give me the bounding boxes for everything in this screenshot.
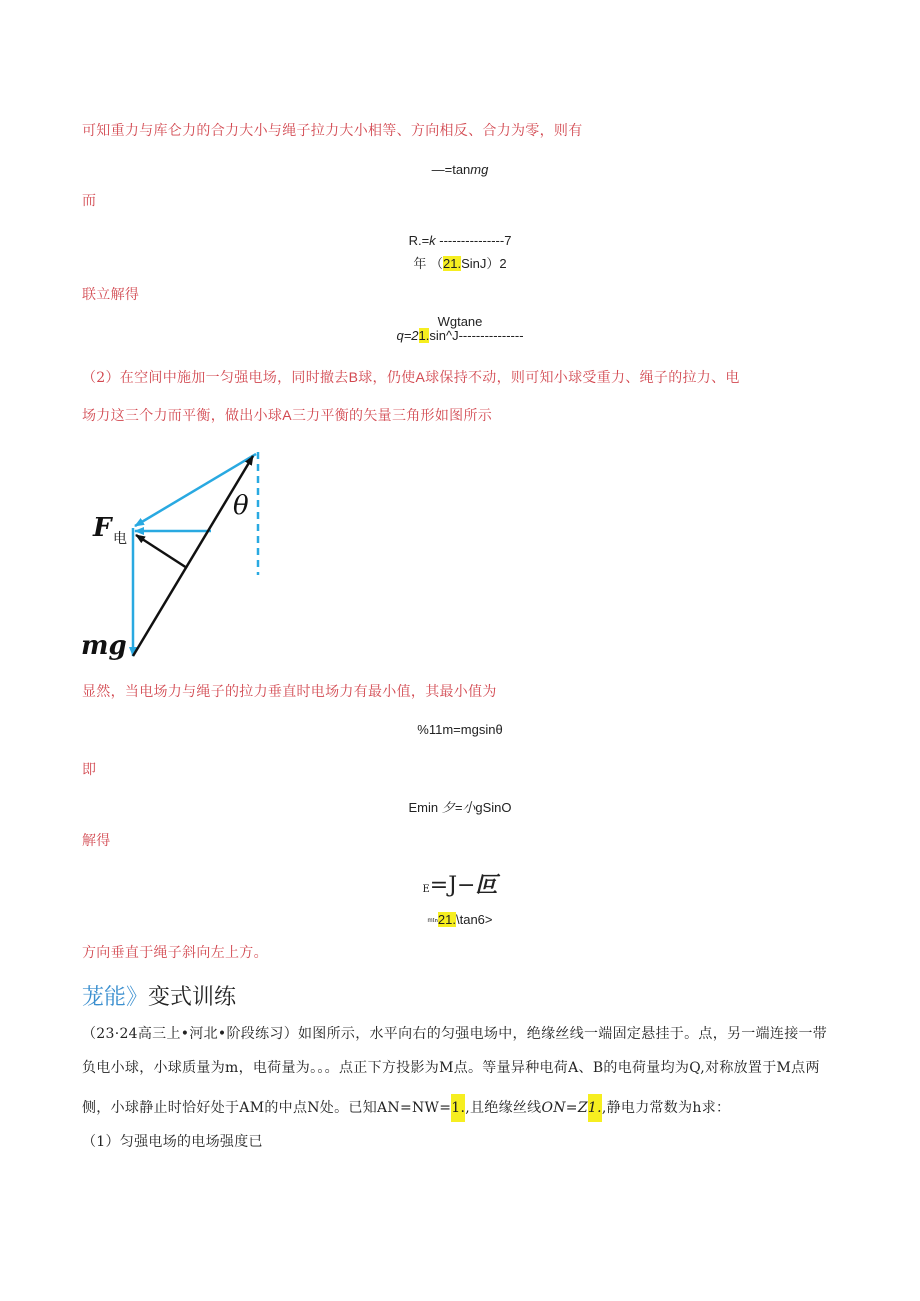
- problem-line-3: [82, 1094, 730, 1122]
- highlight-mark: 1.: [451, 1094, 465, 1122]
- part2-line-2-post: 三力平衡的矢量三角形如图所示: [291, 408, 493, 424]
- highlight-mark: 21.: [443, 256, 462, 271]
- highlight-mark: 1.: [588, 1094, 602, 1122]
- equation-coulomb-k: k: [429, 233, 436, 248]
- rope-tension-line: [133, 456, 253, 656]
- equation-e-post: \tan6>: [455, 912, 493, 927]
- label-theta: θ: [233, 491, 249, 521]
- equation-coulomb-pre: 年 （: [413, 256, 443, 271]
- min-electric-force-vector: [136, 535, 187, 568]
- equation-tan-main: —=tan: [431, 162, 471, 177]
- part2-line-1-mid: 球，仍使: [358, 370, 416, 386]
- equation-min-force: %11m=mgsinθ: [417, 722, 503, 737]
- label-mg: mg: [81, 631, 127, 661]
- problem-line-3-c: ON=Z: [541, 1100, 588, 1116]
- problem-line-4: （1）匀强电场的电场强度已: [82, 1134, 263, 1150]
- solution-direction: 方向垂直于绳子斜向左上方。: [82, 945, 268, 961]
- equation-e-bottom: [0, 912, 920, 927]
- equation-e-box: 叵: [475, 872, 498, 898]
- part2-line-1-a: A: [415, 369, 426, 385]
- section-heading: [82, 980, 236, 1011]
- equation-q-top: Wgtane: [437, 314, 483, 329]
- equation-coulomb-bottom: [0, 253, 920, 272]
- equation-emin-c: gSinO: [475, 800, 512, 815]
- problem-line-3-d: ,静电力常数为h求：: [601, 1100, 731, 1116]
- equation-emin-b: 夕=小: [441, 800, 476, 815]
- equation-e-symbol: E: [422, 884, 430, 895]
- equation-e-result: [0, 868, 920, 899]
- label-f: F: [93, 513, 112, 543]
- equation-coulomb-post: SinJ）2: [461, 256, 507, 271]
- word-ji: 即: [82, 762, 97, 778]
- part2-line-1-post: 球保持不动，则可知小球受重力、绳子的拉力、电: [425, 370, 740, 386]
- part2-line-2-pre: 场力这三个力而平衡，做出小球: [82, 408, 283, 424]
- equation-q-bottom: [0, 328, 920, 343]
- section-icon: 茏能》: [82, 985, 149, 1010]
- section-title: 变式训练: [148, 985, 237, 1010]
- highlight-mark: 1.: [418, 328, 430, 343]
- part2-line-2-a: A: [282, 407, 292, 423]
- word-er: 而: [82, 193, 97, 209]
- equation-e-small: ᵐᵗⁿ: [427, 916, 438, 926]
- equation-tan: [0, 162, 920, 177]
- equation-emin-a: Emin: [408, 800, 439, 815]
- problem-line-1: （23·24高三上•河北•阶段练习）如图所示，水平向右的匀强电场中，绝缘丝线一端固定悬挂于。点，另一端连接一带: [82, 1026, 828, 1042]
- equation-q-post: sin^J---------------: [429, 328, 524, 343]
- force-triangle-figure: [75, 440, 275, 670]
- equation-q-2: 2: [411, 328, 419, 343]
- part2-line-1: [82, 367, 740, 387]
- part2-line-2: [82, 405, 492, 425]
- equation-emin: [0, 797, 920, 816]
- problem-line-3-a: 侧，小球静止时恰好处于AM的中点N处。已知AN=NW=: [82, 1100, 452, 1116]
- equation-q-var: q=: [396, 328, 412, 343]
- problem-line-3-b: ,且绝缘丝线: [465, 1100, 542, 1116]
- equation-tan-mg: mg: [470, 162, 489, 177]
- highlight-mark: 21.: [437, 912, 456, 927]
- equation-coulomb-dashes: ---------------7: [435, 233, 512, 248]
- label-f-sub: 电: [113, 531, 127, 547]
- problem-line-2: 负电小球，小球质量为m，电荷量为。。。点正下方投影为M点。等量异种电荷A、B的电荷量均为Q,对称放置于M点两: [82, 1060, 820, 1076]
- equation-coulomb-top: [0, 233, 920, 248]
- word-jiede: 解得: [82, 833, 111, 849]
- part2-line-1-b: B: [348, 369, 359, 385]
- part2-line-1-pre: （2）在空间中施加一匀强电场，同时撤去: [82, 370, 349, 386]
- solution-line-1: 可知重力与库仑力的合力大小与绳子拉力大小相等、方向相反、合力为零，则有: [82, 123, 583, 139]
- equation-e-main: =J−: [429, 873, 476, 898]
- word-lianli: 联立解得: [82, 287, 140, 303]
- solution-min-text: 显然，当电场力与绳子的拉力垂直时电场力有最小值，其最小值为: [82, 684, 497, 700]
- equation-coulomb-r: R.=: [408, 233, 430, 248]
